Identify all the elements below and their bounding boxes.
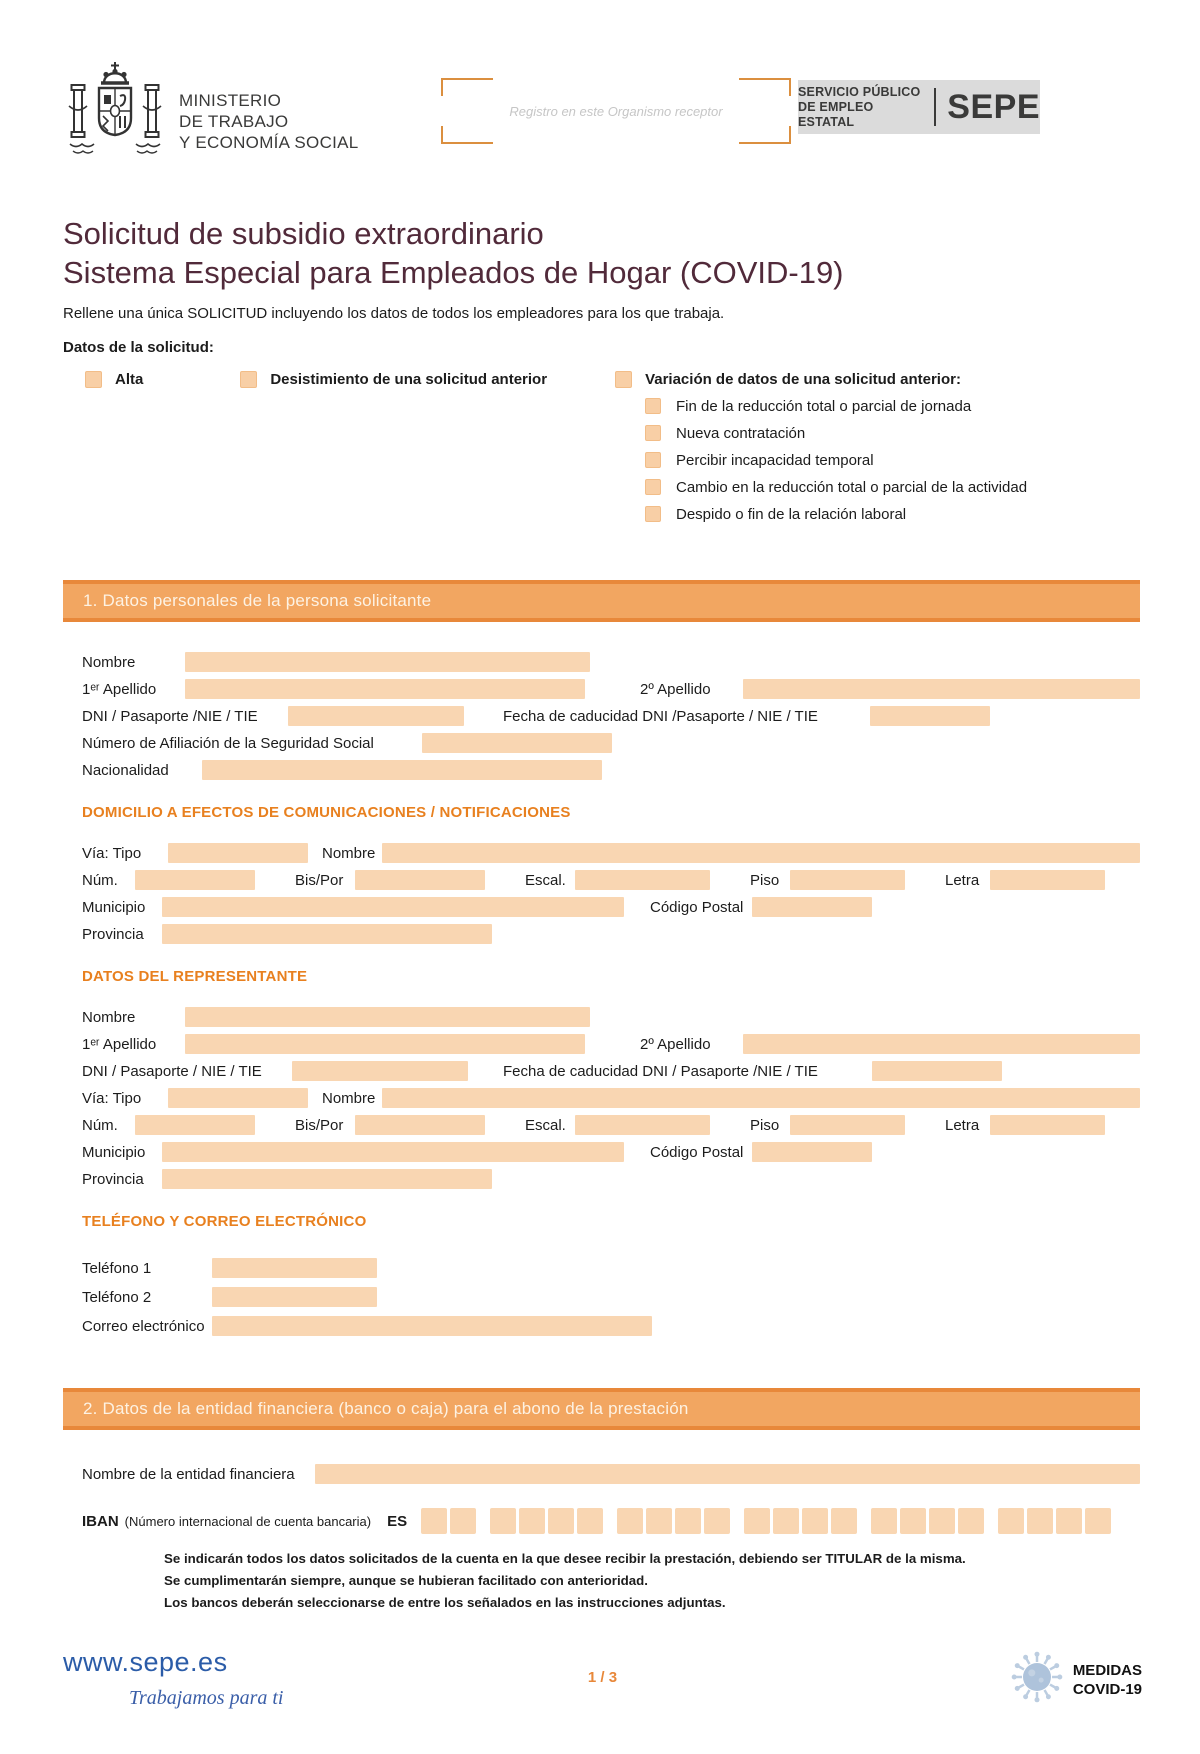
section1-form — [82, 652, 1140, 780]
form-row — [82, 1088, 1140, 1108]
form-row — [82, 652, 1140, 672]
sepe-logo-divider — [934, 88, 936, 126]
form-row — [82, 706, 1140, 726]
rep-codigo-postal-label: Código Postal — [650, 1143, 744, 1161]
checkbox-cambio-reduccion[interactable] — [645, 479, 661, 495]
covid-badge-line1: MEDIDAS — [1072, 1661, 1142, 1679]
via-nombre-label: Nombre — [322, 844, 376, 862]
iban-notes — [164, 1548, 1080, 1614]
iban-country-prefix: ES — [387, 1512, 408, 1530]
rep-municipio-label: Municipio — [82, 1143, 146, 1161]
section2-bar: 2. Datos de la entidad financiera (banco o caja) para el abono de la prestación — [63, 1388, 1140, 1430]
fecha-caducidad-label: Fecha de caducidad DNI /Pasaporte / NIE / TIE — [503, 707, 818, 725]
registry-stamp-text: Registro en este Organismo receptor — [509, 103, 723, 119]
ministry-line: MINISTERIO — [179, 91, 282, 110]
iban-digit-box[interactable] — [929, 1508, 955, 1534]
num-label: Núm. — [82, 871, 118, 889]
virus-icon — [1009, 1649, 1065, 1710]
iban-digit-box[interactable] — [490, 1508, 516, 1534]
rep-via-tipo-field[interactable] — [168, 1088, 308, 1108]
iban-digit-box[interactable] — [548, 1508, 574, 1534]
section1-bar: 1. Datos personales de la persona solicitante — [63, 580, 1140, 622]
rep-apellido1-label: 1ᵉʳ Apellido — [82, 1035, 157, 1053]
dni-field[interactable] — [288, 706, 464, 726]
ministry-line: Y ECONOMÍA SOCIAL — [179, 133, 359, 152]
domicilio-heading: DOMICILIO A EFECTOS DE COMUNICACIONES / NOTIFICACIONES — [82, 804, 571, 821]
rep-via-tipo-label: Vía: Tipo — [82, 1089, 142, 1107]
checkbox-desistimiento[interactable] — [240, 371, 257, 388]
iban-digit-box[interactable] — [421, 1508, 447, 1534]
iban-group — [421, 1508, 476, 1534]
iban-digit-box[interactable] — [577, 1508, 603, 1534]
iban-boxes — [421, 1508, 1111, 1534]
iban-digit-box[interactable] — [744, 1508, 770, 1534]
checkbox-fin-reduccion[interactable] — [645, 398, 661, 414]
ministry-wordmark — [179, 90, 359, 153]
rep-nombre-label: Nombre — [82, 1008, 136, 1026]
rep-via-nombre-label: Nombre — [322, 1089, 376, 1107]
sepe-slogan: Trabajamos para ti — [129, 1687, 284, 1709]
rep-fecha-caducidad-label: Fecha de caducidad DNI / Pasaporte /NIE / TIE — [503, 1062, 818, 1080]
rep-escal-label: Escal. — [525, 1116, 566, 1134]
iban-label: IBAN — [82, 1512, 119, 1530]
contacto-form — [82, 1258, 1140, 1336]
dni-label: DNI / Pasaporte /NIE / TIE — [82, 707, 258, 725]
rep-codigo-postal-field[interactable] — [752, 1142, 872, 1162]
variation-option-label: Fin de la reducción total o parcial de jornada — [676, 397, 972, 415]
variation-option — [645, 505, 1200, 523]
rep-piso-label: Piso — [750, 1116, 780, 1134]
nacionalidad-field[interactable] — [202, 760, 602, 780]
fecha-caducidad-field[interactable] — [870, 706, 990, 726]
form-row — [82, 760, 1140, 780]
bis-field[interactable] — [355, 870, 485, 890]
provincia-label: Provincia — [82, 925, 144, 943]
form-row — [82, 1287, 1140, 1307]
iban-digit-box[interactable] — [900, 1508, 926, 1534]
iban-digit-box[interactable] — [1085, 1508, 1111, 1534]
form-row — [82, 843, 1140, 863]
rep-provincia-field[interactable] — [162, 1169, 492, 1189]
correo-label: Correo electrónico — [82, 1317, 205, 1335]
section2-form — [82, 1464, 1140, 1614]
iban-digit-box[interactable] — [519, 1508, 545, 1534]
sepe-acronym: SEPE — [947, 87, 1040, 126]
iban-digit-box[interactable] — [617, 1508, 643, 1534]
sepe-logo — [798, 80, 1040, 134]
ministry-line: DE TRABAJO — [179, 112, 289, 131]
iban-digit-box[interactable] — [773, 1508, 799, 1534]
spain-coat-of-arms-icon — [65, 58, 165, 179]
variation-option — [645, 451, 1200, 469]
iban-group — [617, 1508, 730, 1534]
checkbox-variacion-label: Variación de datos de una solicitud anterior: — [645, 371, 961, 388]
rep-fecha-caducidad-field[interactable] — [872, 1061, 1002, 1081]
iban-digit-box[interactable] — [871, 1508, 897, 1534]
checkbox-variacion[interactable] — [615, 371, 632, 388]
rep-letra-label: Letra — [945, 1116, 980, 1134]
iban-note-line: Se cumplimentarán siempre, aunque se hubieran facilitado con anterioridad. — [164, 1573, 648, 1588]
apellido1-label: 1ᵉʳ Apellido — [82, 680, 157, 698]
iban-digit-box[interactable] — [450, 1508, 476, 1534]
contacto-heading: TELÉFONO Y CORREO ELECTRÓNICO — [82, 1213, 367, 1230]
apellido1-field[interactable] — [185, 679, 585, 699]
rep-nombre-field[interactable] — [185, 1007, 590, 1027]
representante-heading: DATOS DEL REPRESENTANTE — [82, 968, 308, 985]
checkbox-nueva-contratacion[interactable] — [645, 425, 661, 441]
iban-label-note: (Número internacional de cuenta bancaria) — [124, 1513, 372, 1529]
escal-label: Escal. — [525, 871, 566, 889]
entidad-financiera-label: Nombre de la entidad financiera — [82, 1465, 295, 1483]
iban-digit-box[interactable] — [1056, 1508, 1082, 1534]
form-title-line1: Solicitud de subsidio extraordinario — [63, 216, 544, 251]
iban-note-line: Se indicarán todos los datos solicitados de la cuenta en la que desee recibir la prestación, debiendo ser TITULAR de la misma. — [164, 1551, 966, 1566]
intro-text: Rellene una única SOLICITUD incluyendo los datos de todos los empleadores para los que trabaja. — [63, 305, 725, 322]
covid-badge-line2: COVID-19 — [1072, 1680, 1142, 1698]
checkbox-alta-label: Alta — [115, 371, 144, 388]
rep-provincia-label: Provincia — [82, 1170, 144, 1188]
variation-option — [645, 424, 1200, 442]
municipio-label: Municipio — [82, 898, 146, 916]
letra-label: Letra — [945, 871, 980, 889]
form-title — [63, 214, 1137, 292]
form-row — [82, 897, 1140, 917]
iban-digit-box[interactable] — [802, 1508, 828, 1534]
form-row — [82, 733, 1140, 753]
rep-num-field[interactable] — [135, 1115, 255, 1135]
telefono2-field[interactable] — [212, 1287, 377, 1307]
iban-digit-box[interactable] — [1027, 1508, 1053, 1534]
naf-label: Número de Afiliación de la Seguridad Social — [82, 734, 374, 752]
apellido2-field[interactable] — [743, 679, 1140, 699]
request-data-heading: Datos de la solicitud: — [63, 339, 214, 356]
form-row — [82, 1258, 1140, 1278]
iban-digit-box[interactable] — [704, 1508, 730, 1534]
rep-num-label: Núm. — [82, 1116, 118, 1134]
form-row — [82, 1034, 1140, 1054]
correo-field[interactable] — [212, 1316, 652, 1336]
rep-via-nombre-field[interactable] — [382, 1088, 1140, 1108]
page-footer — [63, 1641, 1142, 1736]
form-row — [82, 1061, 1140, 1081]
telefono1-field[interactable] — [212, 1258, 377, 1278]
naf-field[interactable] — [422, 733, 612, 753]
iban-group — [490, 1508, 603, 1534]
nacionalidad-label: Nacionalidad — [82, 761, 169, 779]
variation-option-label: Cambio en la reducción total o parcial de la actividad — [676, 478, 1028, 496]
apellido2-label: 2º Apellido — [640, 680, 711, 698]
variation-option-label: Nueva contratación — [676, 424, 806, 442]
iban-group — [871, 1508, 984, 1534]
checkbox-incapacidad-temporal[interactable] — [645, 452, 661, 468]
rep-apellido2-field[interactable] — [743, 1034, 1140, 1054]
covid-badge-text — [1073, 1661, 1142, 1699]
sepe-service-line: DE EMPLEO ESTATAL — [798, 99, 874, 129]
rep-piso-field[interactable] — [790, 1115, 905, 1135]
iban-digit-box[interactable] — [675, 1508, 701, 1534]
iban-note-line: Los bancos deberán seleccionarse de entre los señalados en las instrucciones adjuntas. — [164, 1595, 726, 1610]
covid-badge — [1009, 1649, 1142, 1710]
iban-digit-box[interactable] — [831, 1508, 857, 1534]
request-options-row — [85, 371, 1137, 388]
form-row — [82, 924, 1140, 944]
form-row — [82, 1007, 1140, 1027]
domicilio-form — [82, 843, 1140, 944]
codigo-postal-label: Código Postal — [650, 898, 744, 916]
sepe-url-link[interactable]: www.sepe.es — [63, 1647, 228, 1677]
iban-digit-box[interactable] — [646, 1508, 672, 1534]
iban-row — [82, 1508, 1140, 1534]
via-tipo-field[interactable] — [168, 843, 308, 863]
rep-apellido2-label: 2º Apellido — [640, 1035, 711, 1053]
variation-option-label: Percibir incapacidad temporal — [676, 451, 874, 469]
rep-dni-label: DNI / Pasaporte / NIE / TIE — [82, 1062, 262, 1080]
variation-option — [645, 478, 1200, 496]
telefono2-label: Teléfono 2 — [82, 1288, 152, 1306]
form-row — [82, 1316, 1140, 1336]
num-field[interactable] — [135, 870, 255, 890]
rep-dni-field[interactable] — [292, 1061, 468, 1081]
representante-form — [82, 1007, 1140, 1189]
variation-option-label: Despido o fin de la relación laboral — [676, 505, 907, 523]
via-nombre-field[interactable] — [382, 843, 1140, 863]
page-header — [63, 58, 1137, 190]
form-row — [82, 1464, 1140, 1484]
form-row — [82, 870, 1140, 890]
via-tipo-label: Vía: Tipo — [82, 844, 142, 862]
form-row — [82, 1169, 1140, 1189]
checkbox-desistimiento-label: Desistimiento de una solicitud anterior — [270, 371, 548, 388]
variation-option — [645, 397, 1200, 415]
sepe-service-text — [798, 85, 923, 130]
telefono1-label: Teléfono 1 — [82, 1259, 152, 1277]
rep-escal-field[interactable] — [575, 1115, 710, 1135]
letra-field[interactable] — [990, 870, 1105, 890]
rep-municipio-field[interactable] — [162, 1142, 624, 1162]
page-number: 1 / 3 — [587, 1669, 618, 1686]
nombre-label: Nombre — [82, 653, 136, 671]
nombre-field[interactable] — [185, 652, 590, 672]
piso-field[interactable] — [790, 870, 905, 890]
iban-group — [744, 1508, 857, 1534]
rep-letra-field[interactable] — [990, 1115, 1105, 1135]
registry-stamp-box — [441, 78, 791, 144]
sepe-service-line: SERVICIO PÚBLICO — [798, 84, 921, 99]
rep-bis-label: Bis/Por — [295, 1116, 344, 1134]
checkbox-alta[interactable] — [85, 371, 102, 388]
iban-digit-box[interactable] — [998, 1508, 1024, 1534]
municipio-field[interactable] — [162, 897, 624, 917]
form-row — [82, 679, 1140, 699]
form-title-line2: Sistema Especial para Empleados de Hogar (COVID-19) — [63, 255, 844, 290]
entidad-financiera-field[interactable] — [315, 1464, 1140, 1484]
rep-apellido1-field[interactable] — [185, 1034, 585, 1054]
form-row — [82, 1115, 1140, 1135]
rep-bis-field[interactable] — [355, 1115, 485, 1135]
provincia-field[interactable] — [162, 924, 492, 944]
checkbox-despido[interactable] — [645, 506, 661, 522]
iban-digit-box[interactable] — [958, 1508, 984, 1534]
codigo-postal-field[interactable] — [752, 897, 872, 917]
piso-label: Piso — [750, 871, 780, 889]
iban-group — [998, 1508, 1111, 1534]
bis-label: Bis/Por — [295, 871, 344, 889]
escal-field[interactable] — [575, 870, 710, 890]
form-row — [82, 1142, 1140, 1162]
variation-options-list — [645, 397, 1200, 523]
